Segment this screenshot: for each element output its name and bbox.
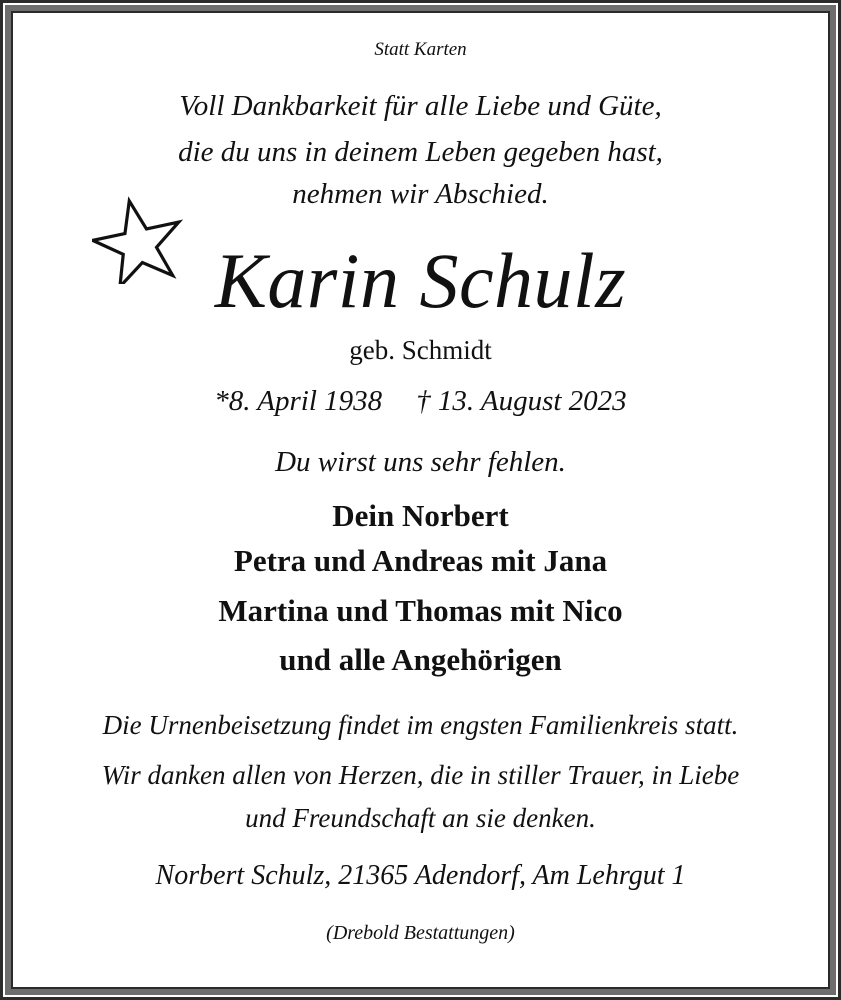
mourner-line-2: Petra und Andreas mit Jana: [233, 543, 608, 578]
header-text: Statt Karten: [374, 39, 467, 60]
undertaker-text: (Drebold Bestattungen): [326, 922, 515, 944]
life-dates: [0, 382, 841, 420]
quote-line-3: nehmen wir Abschied.: [292, 178, 549, 210]
birth-date: *8. April 1938: [214, 385, 383, 417]
quote-line-1: Voll Dankbarkeit für alle Liebe und Güte,: [179, 90, 662, 122]
maiden-name: geb. Schmidt: [349, 335, 492, 365]
death-date: † 13. August 2023: [416, 385, 627, 417]
closing-line-1: Die Urnenbeisetzung findet im engsten Familienkreis statt.: [102, 710, 739, 740]
closing-line-2: Wir danken allen von Herzen, die in stiller Trauer, in Liebe: [101, 760, 740, 790]
farewell-text: Du wirst uns sehr fehlen.: [275, 446, 566, 478]
address-text: Norbert Schulz, 21365 Adendorf, Am Lehrgut 1: [155, 860, 686, 891]
closing-line-3: und Freundschaft an sie denken.: [245, 803, 596, 833]
quote-line-2: die du uns in deinem Leben gegeben hast,: [178, 136, 663, 168]
mourner-line-3: Martina und Thomas mit Nico: [218, 593, 623, 628]
mourner-line-4: und alle Angehörigen: [279, 642, 562, 677]
deceased-name: Karin Schulz: [214, 237, 627, 324]
mourner-line-1: Dein Norbert: [332, 498, 509, 533]
